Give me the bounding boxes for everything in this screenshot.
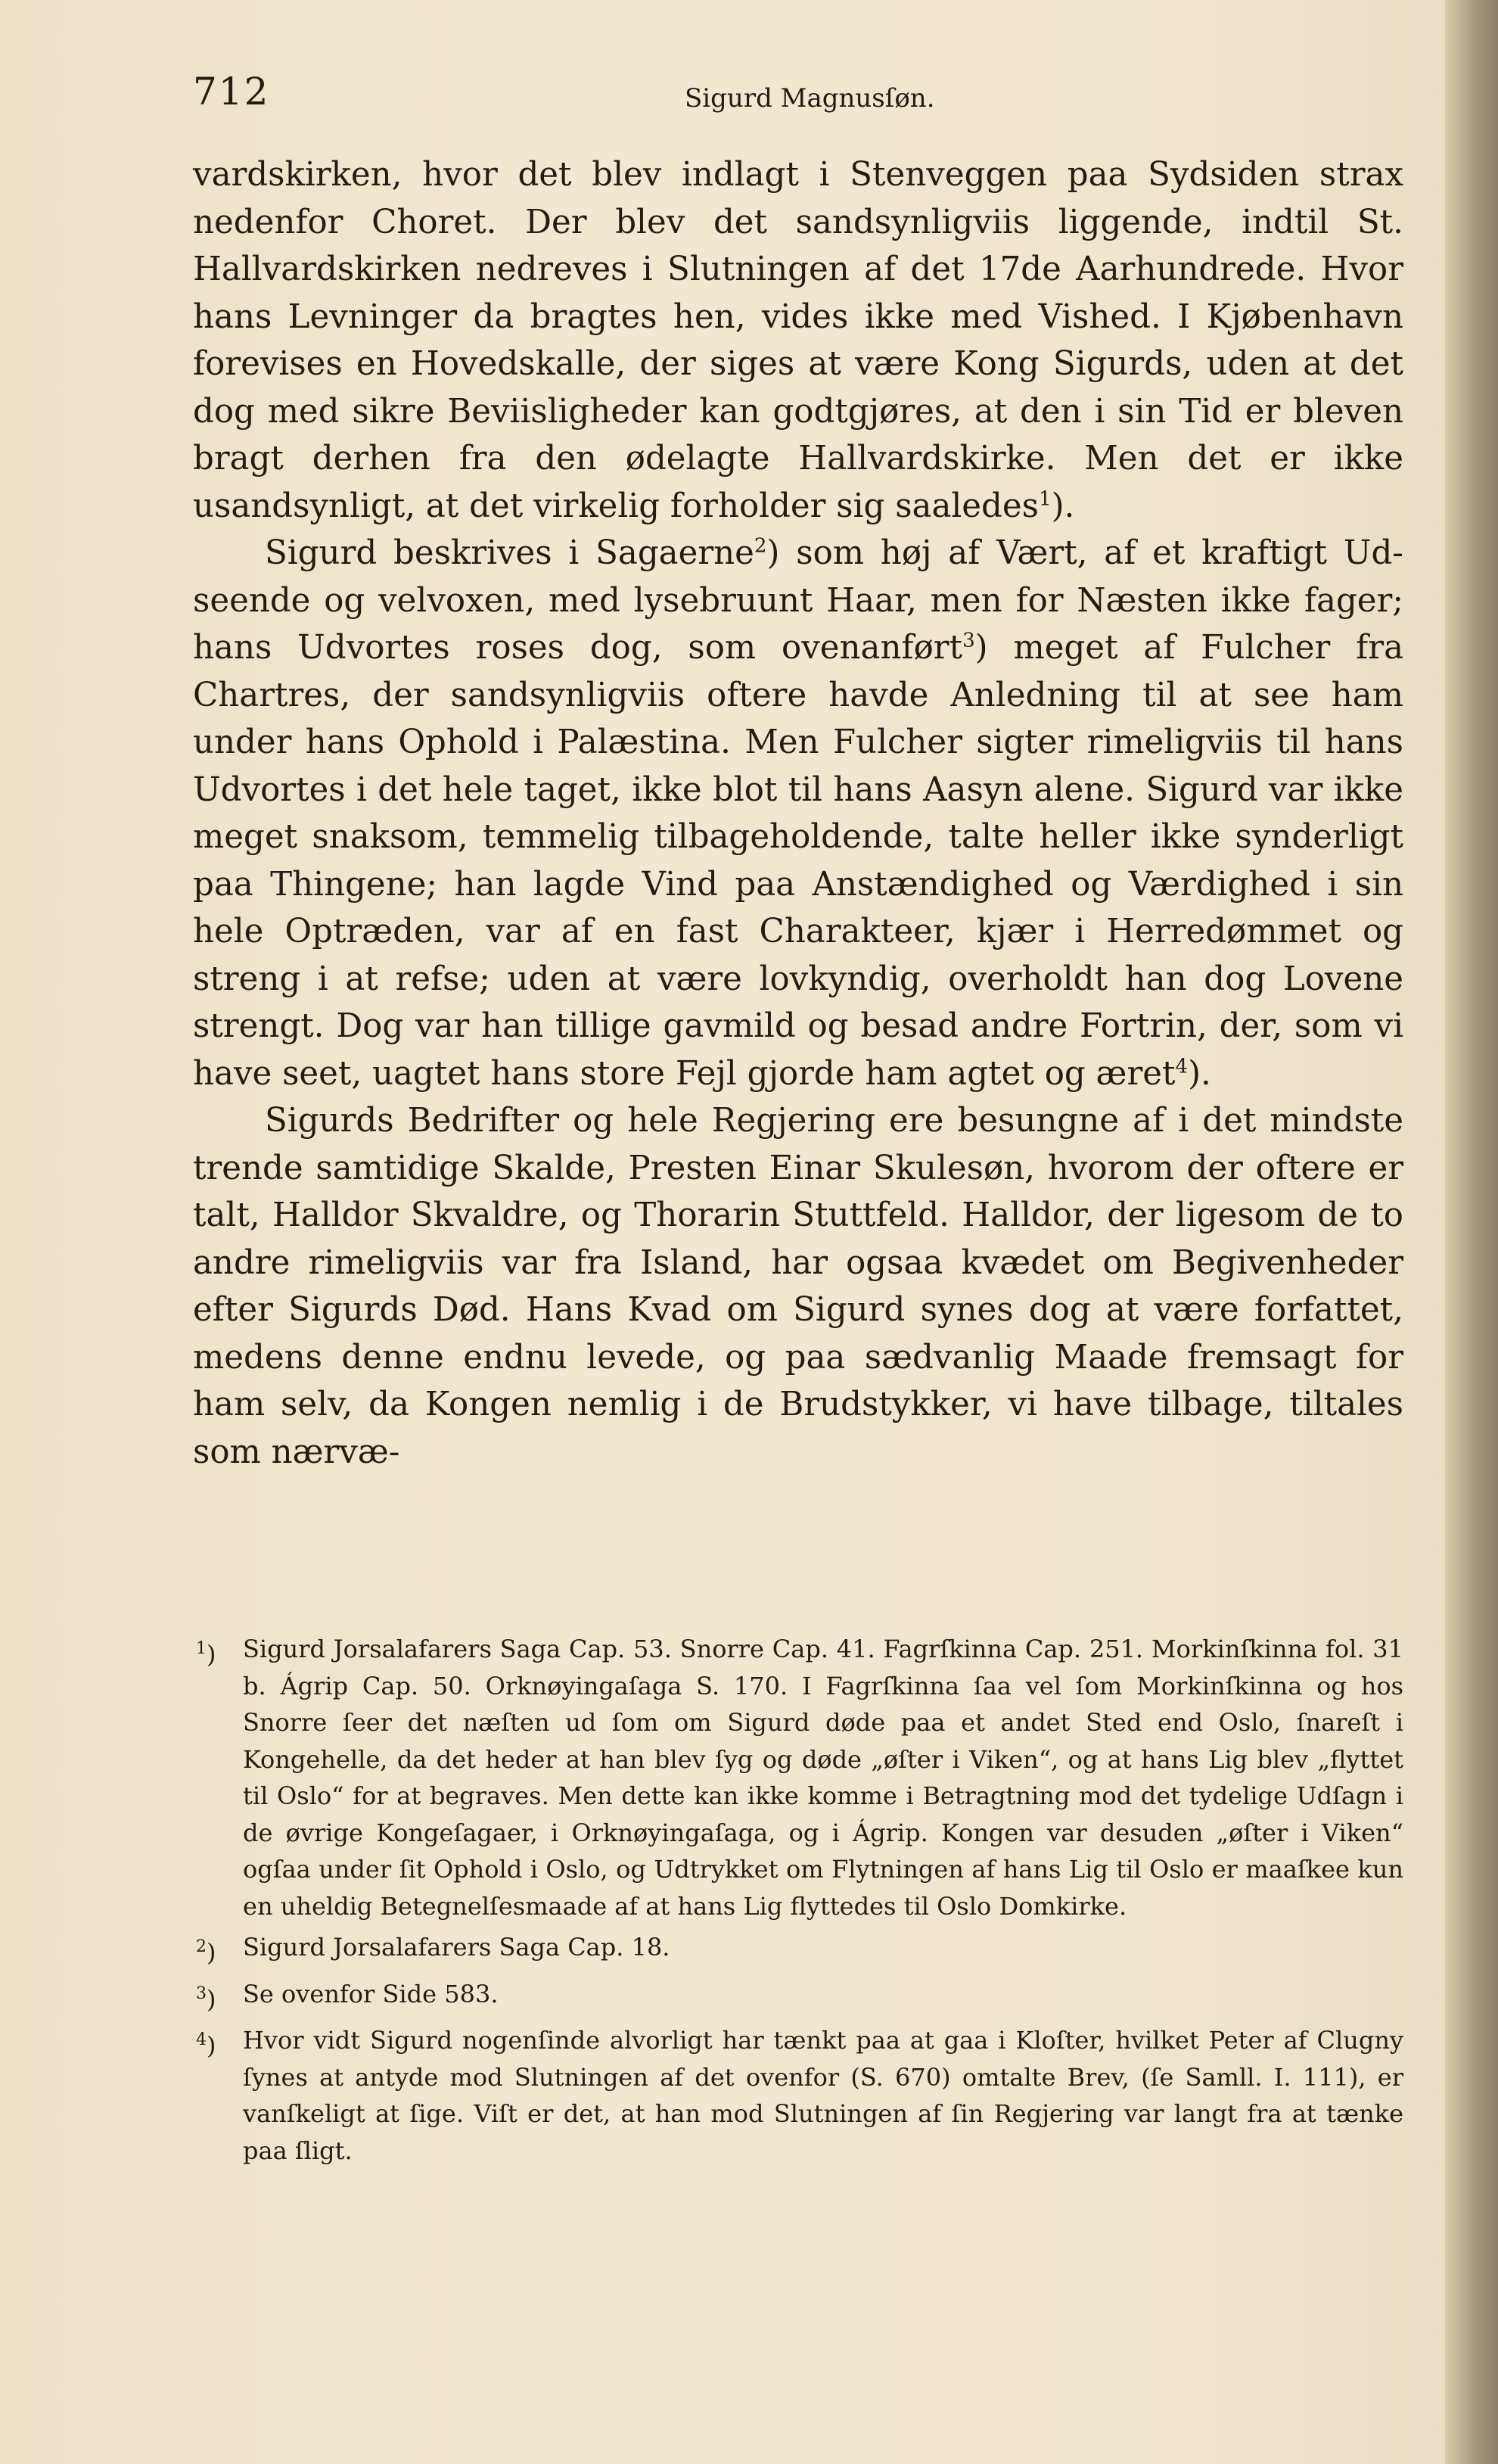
footnote-1	[193, 1631, 1403, 1924]
paragraph-1	[193, 151, 1403, 530]
footnote-ref-1[interactable]: 1	[1038, 487, 1052, 510]
paragraph-1-text: vardskirken, hvor det blev indlagt i Stenveggen paa Sydsiden strax nedenfor Choret. Der blev det sandsynligviis liggende, indtil St. Hallvardskirken nedreves i Slutningen af det 17de Aarhundrede. Hvor hans Levninger da bragtes hen, vides ikke med Vished. I Kjøbenhavn forevises en Hovedskalle, der siges at være Kong Sigurds, uden at det dog med sikre Beviisligheder kan godtgjøres, at den i sin Tid er bleven bragt derhen fra den ødelagte Hallvardskirke. Men det er ikke usandsynligt, at det virkelig forholder sig saaledes	[193, 156, 1403, 525]
footnote-3-text: Se ovenfor Side 583.	[243, 1979, 499, 2008]
paragraph-3	[193, 1097, 1403, 1476]
footnote-2-text: Sigurd Jorsalafarers Saga Cap. 18.	[243, 1933, 670, 1962]
page-edge	[1445, 0, 1498, 2464]
footnote-2-mark: $^2$)	[196, 1937, 216, 1967]
footnote-2	[193, 1929, 1403, 1971]
paragraph-2-end: ).	[1188, 1054, 1211, 1093]
footnote-4	[193, 2022, 1403, 2169]
footnote-ref-3[interactable]: 3	[962, 629, 975, 652]
footnote-1-mark: $^1$)	[196, 1639, 216, 1669]
footnote-1-text: Sigurd Jorsalafarers Saga Cap. 53. Snorre Cap. 41. Fagrſkinna Cap. 251. Morkinſkinna fol. 31 b. Ágrip Cap. 50. Orknøyingaſaga S. 170. I Fagrſkinna ſaa vel ſom Morkinſkinna og hos Snorre ſeer det næſten ud ſom om Sigurd døde paa et andet Sted end Oslo, ſnareſt i Kongehelle, da det heder at han blev ſyg og døde „øſter i Viken“, og at hans Lig blev „flyttet til Oslo“ for at begraves. Men dette kan ikke komme i Betragtning mod det tydelige Udſagn i de øvrige Kongeſagaer, i Orknøyingaſaga, og i Ágrip. Kongen var desuden „øſter i Viken“ ogſaa under ſit Ophold i Oslo, og Udtrykket om Flytningen af hans Lig til Oslo er maaſkee kun en uheldig Betegnelſesmaade af at hans Lig flyttedes til Oslo Domkirke.	[243, 1635, 1403, 1921]
paragraph-2-text-b: ) som høj af Vært, af et kraftigt Udseende og velvoxen, med lysebruunt Haar, men for Næsten ikke fager; hans Udvortes roses dog, som ovenanført	[193, 534, 1403, 667]
footnote-3	[193, 1976, 1403, 2018]
running-title: Sigurd Magnusſøn.	[685, 83, 935, 114]
main-text	[193, 151, 1403, 1476]
paragraph-2	[193, 530, 1403, 1097]
footnote-4-text: Hvor vidt Sigurd nogenſinde alvorligt har tænkt paa at gaa i Kloſter, hvilket Peter af Clugny ſynes at antyde mod Slutningen af det ovenfor (S. 670) omtalte Brev, (ſe Samll. I. 111), er vanſkeligt at ſige. Viſt er det, at han mod Slutningen af ſin Regjering var langt fra at tænke paa ſligt.	[243, 2026, 1403, 2165]
footnote-4-mark: $^4$)	[196, 2030, 216, 2060]
page-number: 712	[193, 70, 270, 114]
paragraph-3-text: Sigurds Bedrifter og hele Regjering ere besungne af i det mindste trende samtidige Skalde, Presten Einar Skulesøn, hvorom der oftere er talt, Halldor Skvaldre, og Thorarin Stuttfeld. Halldor, der ligesom de to andre rimeligviis var fra Island, har ogsaa kvædet om Begivenheder efter Sigurds Død. Hans Kvad om Sigurd synes dog at være forfattet, medens denne endnu levede, og paa sædvanlig Maade fremsagt for ham selv, da Kongen nemlig i de Brudstykker, vi have tilbage, tiltales som nærvæ-	[193, 1102, 1403, 1471]
paragraph-2-text-c: ) meget af Fulcher fra Chartres, der sandsynligviis oftere havde Anledning til at see ham under hans Ophold i Palæstina. Men Fulcher sigter rimeligviis til hans Udvortes i det hele taget, ikke blot til hans Aasyn alene. Sigurd var ikke meget snaksom, temmelig tilbageholdende, talte heller ikke synderligt paa Thingene; han lagde Vind paa Anstændighed og Værdighed i sin hele Optræden, var af en fast Charakteer, kjær i Herredømmet og streng i at refse; uden at være lovkyndig, overholdt han dog Lovene strengt. Dog var han tillige gavmild og besad andre Fortrin, der, som vi have seet, uagtet hans store Fejl gjorde ham agtet og æret	[193, 629, 1404, 1093]
footnote-3-mark: $^3$)	[196, 1983, 216, 2014]
footnotes	[193, 1631, 1403, 2173]
paragraph-1-end: ).	[1051, 487, 1075, 525]
footnote-ref-2[interactable]: 2	[754, 534, 767, 558]
paragraph-2-text-a: Sigurd beskrives i Sagaerne	[265, 534, 754, 572]
footnote-ref-4[interactable]: 4	[1175, 1055, 1189, 1078]
page-header	[193, 70, 1369, 123]
